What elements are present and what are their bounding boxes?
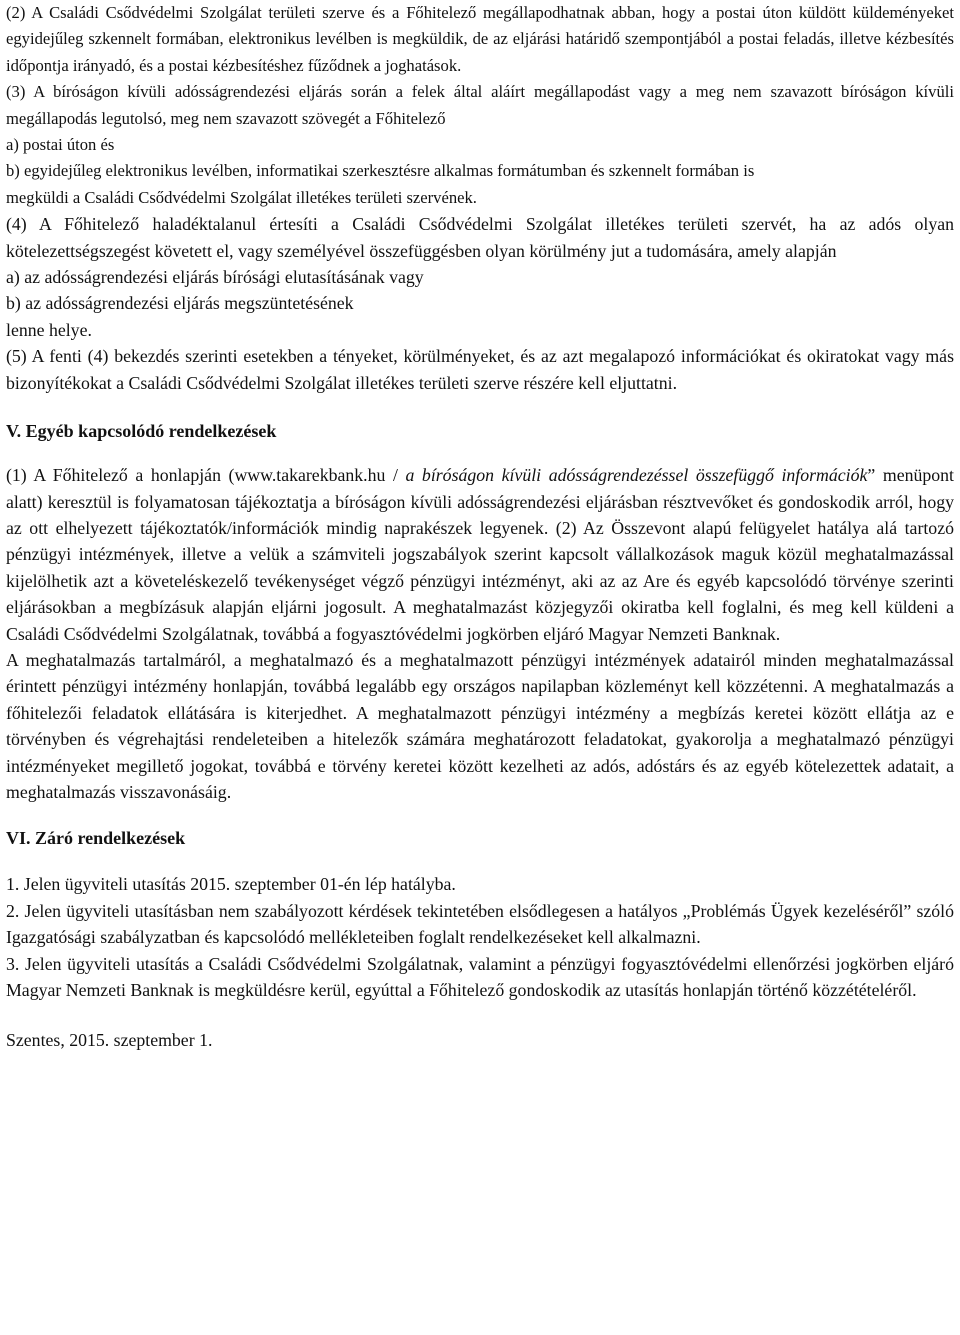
closing-item-2: 2. Jelen ügyviteli utasításban nem szabályozott kérdések tekintetében elsődlegesen a hatályos „Problémás Ügyek kezeléséről” szóló Igazgatósági szabályzatban és kapcsolódó mellékleteiben foglalt rendelkezéseket kell alkalmazni. xyxy=(6,900,954,948)
paragraph-iv-3-end: megküldi a Családi Csődvédelmi Szolgálat illetékes területi szervének. xyxy=(6,187,477,207)
paragraph-iv-3-b: b) egyidejűleg elektronikus levélben, informatikai szerkesztésre alkalmas formátumban és szkennelt formában is xyxy=(6,161,755,181)
paragraph-v-1-lead: (1) A Főhitelező a honlapján (www.takarekbank.hu / xyxy=(6,465,406,486)
section-vi-heading: VI. Záró rendelkezések xyxy=(6,828,186,849)
paragraph-v-1 xyxy=(6,462,954,647)
paragraph-iv-3-intro: (3) A bíróságon kívüli adósságrendezési eljárás során a felek által aláírt megállapodást vagy a meg nem szavazott bíróságon kívüli megállapodás legutolsó, meg nem szavazott szövegét a Főhitelező xyxy=(6,82,954,128)
paragraph-iv-4-b: b) az adósságrendezési eljárás megszüntetésének xyxy=(6,293,354,314)
paragraph-v-2: A meghatalmazás tartalmáról, a meghatalmazó és a meghatalmazott pénzügyi intézmények adatairól minden meghatalmazással érintett pénzügyi intézmény honlapján, továbbá legalább egy országos napilapban közleményt kell közzétenni. A meghatalmazás a főhitelezői feladatok ellátására is kiterjedhet. A meghatalmazott pénzügyi intézmény a megbízás keretei között ellátja az e törvényben és végrehajtási rendeleteiben a hitelezők számára meghatározott feladatokat, gyakorolja a meghatalmazó pénzügyi intézményeket megillető jogokat, továbbá e törvény keretei között kezelheti az adós, adóstárs és az egyéb kötelezettek adatait, a meghatalmazás visszavonásáig. xyxy=(6,649,954,802)
paragraph-iv-4-end: lenne helye. xyxy=(6,319,92,340)
paragraph-v-1-rest: ” menüpont alatt) keresztül is folyamatosan tájékoztatja a bíróságon kívüli adósságrendezési eljárásban résztvevőket és gondoskodik arról, hogy az ott elhelyezett tájékoztatók/információk mindig naprakészek legyenek. (2) Az Összevont alapú felügyelet hatálya alá tartozó pénzügyi intézmények, illetve a velük a számviteli jogszabályok szerint kapcsolt vállalkozások maguk közül meghatalmazással kijelölhetik azt a követeléskezelő tevékenységet végző pénzügyi intézményt, aki az az Are és egyéb kapcsolódó törvénye szerinti eljárásokban a megbízásuk alapján eljárni jogosult. A meghatalmazást közjegyzői okiratba kell foglalni, és meg kell küldeni a Családi Csődvédelmi Szolgálatnak, továbbá a fogyasztóvédelmi jogkörben eljáró Magyar Nemzeti Banknak. xyxy=(6,465,954,644)
closing-item-1: 1. Jelen ügyviteli utasítás 2015. szeptember 01-én lép hatályba. xyxy=(6,874,456,895)
paragraph-iv-5: (5) A fenti (4) bekezdés szerinti esetekben a tényeket, körülményeket, és az azt megalapozó információkat és okiratokat vagy más bizonyítékokat a Családi Csődvédelmi Szolgálat illetékes területi szerve részére kell eljuttatni. xyxy=(6,346,954,393)
paragraph-iv-4-a: a) az adósságrendezési eljárás bírósági elutasításának vagy xyxy=(6,267,424,288)
paragraph-iv-4-intro: (4) A Főhitelező haladéktalanul értesíti a Családi Csődvédelmi Szolgálat illetékes területi szervét, ha az adós olyan kötelezettségszegést követett el, vagy személyével összefüggésben olyan körülmény jut a tudomására, amely alapján xyxy=(6,214,954,261)
paragraph-v-1-menu-name: a bíróságon kívüli adósságrendezéssel összefüggő információk xyxy=(405,465,868,486)
paragraph-iv-3-a: a) postai úton és xyxy=(6,135,115,155)
paragraph-iv-2: (2) A Családi Csődvédelmi Szolgálat területi szerve és a Főhitelező megállapodhatnak abban, hogy a postai úton küldött küldeményeket egyidejűleg szkennelt formában, elektronikus levélben is megküldik, de az eljárási határidő szempontjából a postai feladás, illetve kézbesítés időpontja irányadó, és a postai kézbesítéshez fűződnek a joghatások. xyxy=(6,3,954,75)
closing-item-3: 3. Jelen ügyviteli utasítás a Családi Csődvédelmi Szolgálatnak, valamint a pénzügyi fogyasztóvédelmi ellenőrzési jogkörben eljáró Magyar Nemzeti Banknak is megküldésre kerül, egyúttal a Főhitelező gondoskodik az utasítás honlapján történő közzétételéről. xyxy=(6,953,954,1000)
place-and-date: Szentes, 2015. szeptember 1. xyxy=(6,1030,213,1051)
section-v-heading: V. Egyéb kapcsolódó rendelkezések xyxy=(6,421,277,442)
